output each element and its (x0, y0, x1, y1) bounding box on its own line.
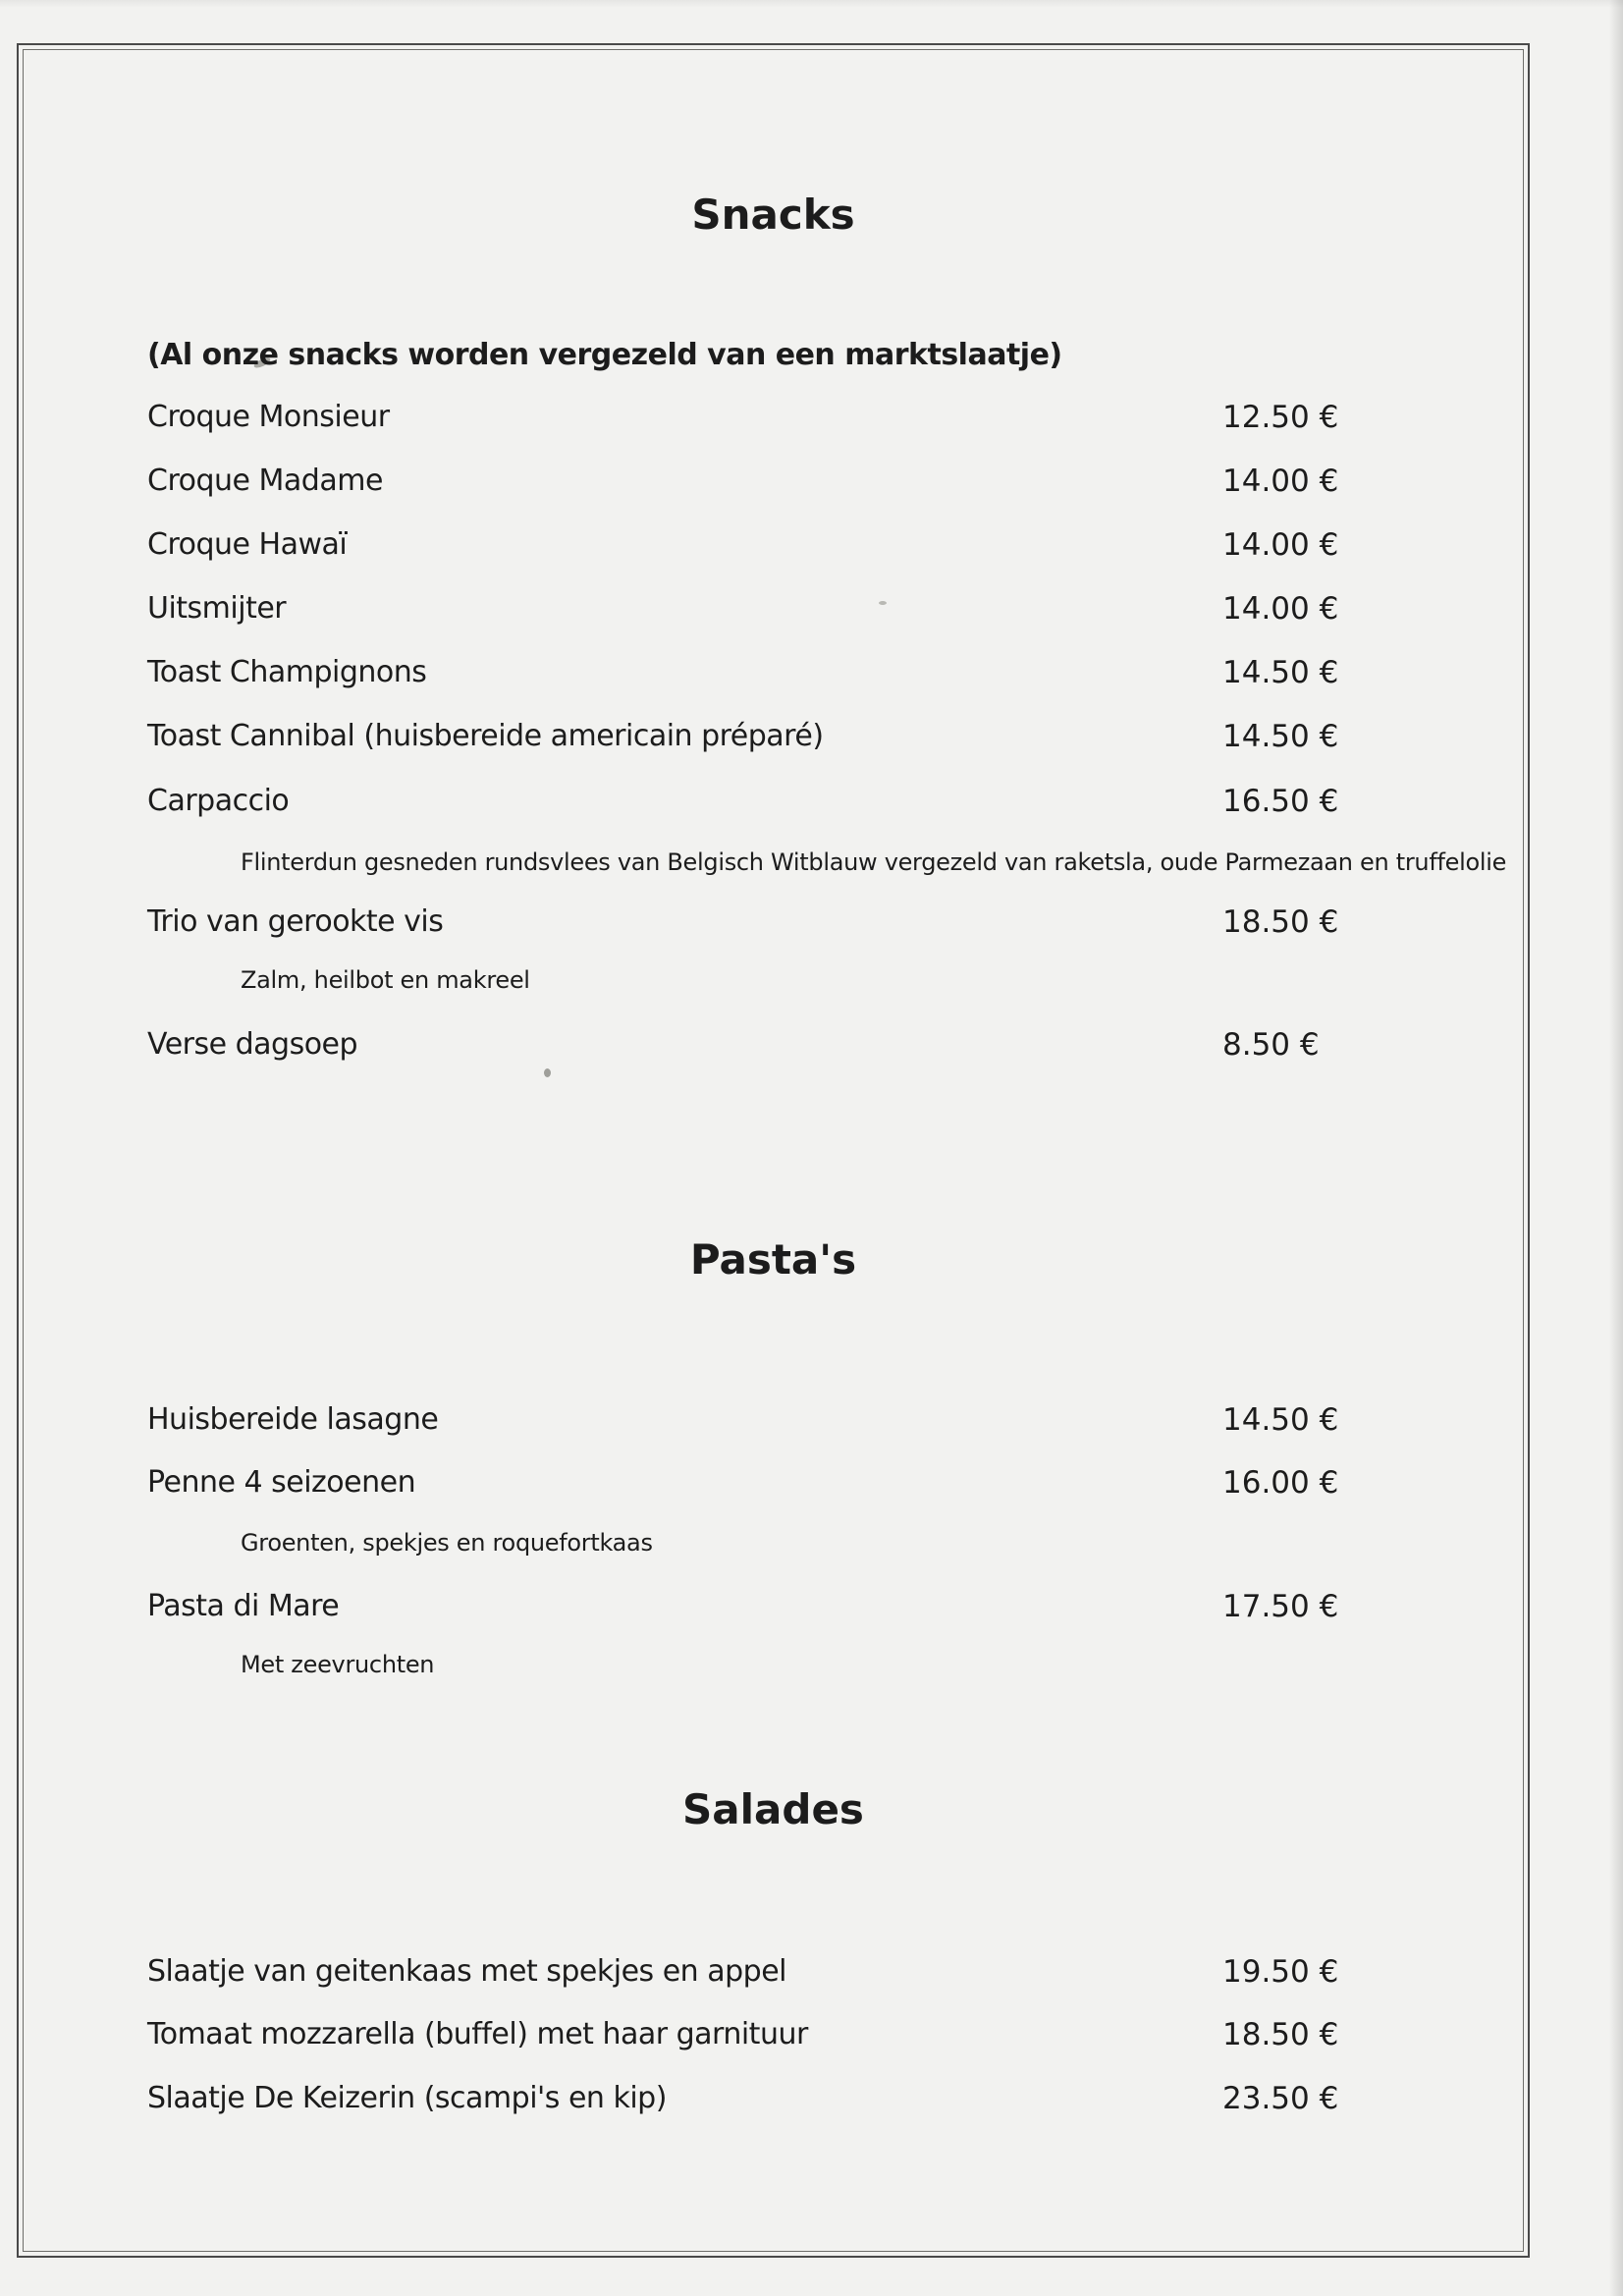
menu-item-row (147, 1589, 1525, 1632)
menu-item-row (147, 464, 1525, 507)
menu-item-row (147, 904, 1525, 948)
menu-item-name: Slaatje De Keizerin (scampi's en kip) (147, 2081, 667, 2115)
menu-item-name: Tomaat mozzarella (buffel) met haar garnituur (147, 2017, 808, 2051)
menu-item-name: Croque Madame (147, 464, 383, 498)
menu-item-price: 14.50 € (1222, 719, 1339, 754)
menu-item-row (147, 1954, 1525, 1997)
page-border-frame-inner (23, 49, 1524, 2252)
menu-item-price: 12.50 € (1222, 400, 1339, 435)
menu-item-row (147, 2081, 1525, 2124)
menu-item-row (147, 719, 1525, 762)
menu-item-price: 14.50 € (1222, 655, 1339, 690)
menu-item-row (147, 784, 1525, 827)
menu-item-name: Slaatje van geitenkaas met spekjes en appel (147, 1954, 786, 1989)
menu-item-row (147, 655, 1525, 698)
menu-item-name: Huisbereide lasagne (147, 1402, 439, 1437)
menu-item-description: Flinterdun gesneden rundsvlees van Belgisch Witblauw vergezeld van raketsla, oude Parmezaan en truffelolie (241, 848, 1507, 876)
scan-edge-shadow-top (0, 0, 1623, 8)
menu-item-name: Verse dagsoep (147, 1027, 358, 1062)
menu-item-row (147, 400, 1525, 443)
page-border-frame (17, 43, 1530, 2258)
menu-item-price: 19.50 € (1222, 1954, 1339, 1990)
menu-item-name: Carpaccio (147, 784, 290, 818)
menu-item-description: Groenten, spekjes en roquefortkaas (241, 1529, 653, 1557)
menu-item-description: Met zeevruchten (241, 1651, 435, 1678)
menu-item-price: 17.50 € (1222, 1589, 1339, 1624)
menu-item-price: 16.00 € (1222, 1465, 1339, 1501)
menu-item-row (147, 1465, 1525, 1508)
menu-item-name: Toast Cannibal (huisbereide americain préparé) (147, 719, 824, 753)
menu-item-name: Croque Hawaï (147, 527, 348, 562)
menu-item-row (147, 2017, 1525, 2060)
menu-item-price: 18.50 € (1222, 904, 1339, 940)
section-title-pastas: Pasta's (689, 1235, 857, 1284)
menu-item-price: 23.50 € (1222, 2081, 1339, 2116)
menu-item-row (147, 1027, 1525, 1070)
scan-edge-shadow-right (1609, 0, 1623, 2296)
menu-item-price: 8.50 € (1222, 1027, 1320, 1063)
menu-item-row (147, 1402, 1525, 1446)
menu-item-price: 18.50 € (1222, 2017, 1339, 2052)
menu-item-price: 14.00 € (1222, 464, 1339, 499)
menu-item-row (147, 591, 1525, 634)
menu-item-description: Zalm, heilbot en makreel (241, 966, 530, 994)
menu-item-name: Trio van gerookte vis (147, 904, 444, 939)
menu-item-price: 14.00 € (1222, 527, 1339, 563)
section-title-salades: Salades (682, 1785, 864, 1833)
menu-item-price: 14.00 € (1222, 591, 1339, 627)
menu-item-name: Pasta di Mare (147, 1589, 340, 1623)
menu-item-price: 16.50 € (1222, 784, 1339, 819)
section-title-snacks: Snacks (691, 191, 855, 239)
menu-item-row (147, 527, 1525, 571)
menu-item-name: Uitsmijter (147, 591, 287, 626)
menu-item-name: Penne 4 seizoenen (147, 1465, 416, 1500)
snacks-note: (Al onze snacks worden vergezeld van een marktslaatje) (147, 338, 1062, 372)
menu-item-name: Toast Champignons (147, 655, 427, 689)
menu-item-name: Croque Monsieur (147, 400, 390, 434)
menu-item-price: 14.50 € (1222, 1402, 1339, 1438)
